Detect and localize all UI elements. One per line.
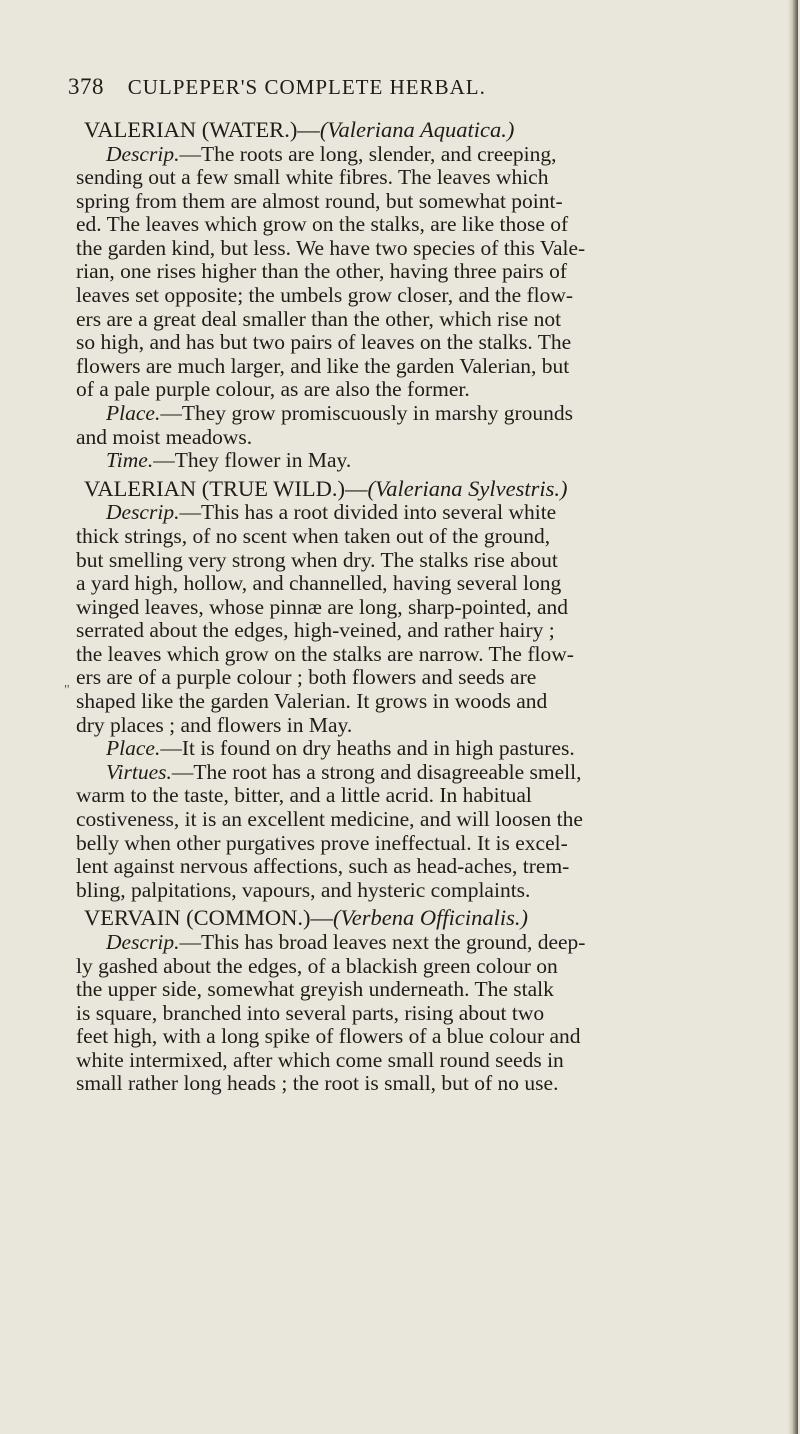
line-text: rian, one rises higher than the other, having three pairs of <box>76 259 568 284</box>
text-line <box>76 378 766 402</box>
text-line <box>76 501 766 525</box>
text-line <box>76 237 766 261</box>
line-text: dry places ; and flowers in May. <box>76 712 353 737</box>
line-text: ers are of a purple colour ; both flowers and seeds are <box>76 665 537 690</box>
text-line <box>76 855 766 879</box>
text-line <box>76 549 766 573</box>
text-line <box>76 643 766 667</box>
line-text: leaves set opposite; the umbels grow closer, and the flow- <box>76 283 574 308</box>
text-line <box>76 213 766 237</box>
line-text: small rather long heads ; the root is small, but of no use. <box>76 1071 559 1096</box>
line-text: and moist meadows. <box>76 424 253 449</box>
line-text: a yard high, hollow, and channelled, having several long <box>76 571 562 596</box>
line-text: —The root has a strong and disagreeable smell, <box>171 759 582 784</box>
line-text: ed. The leaves which grow on the stalks, are like those of <box>76 212 569 237</box>
text-line <box>76 737 766 761</box>
heading-title: VERVAIN (COMMON.)— <box>84 905 334 931</box>
text-line <box>76 808 766 832</box>
margin-mark: " <box>64 683 70 698</box>
text-line <box>76 978 766 1002</box>
page-header <box>68 74 748 100</box>
text-line <box>76 308 766 332</box>
line-text: ly gashed about the edges, of a blackish green colour on <box>76 953 558 978</box>
line-text: spring from them are almost round, but somewhat point- <box>76 188 563 213</box>
heading-title: VALERIAN (TRUE WILD.)— <box>84 475 368 501</box>
line-text: is square, branched into several parts, rising about two <box>76 1000 545 1025</box>
line-text: —They grow promiscuously in marshy grounds <box>160 401 573 426</box>
section-label: Virtues. <box>106 759 172 784</box>
heading-latin-name: (Valeriana Aquatica.) <box>319 117 515 142</box>
text-line <box>76 402 766 426</box>
line-text: —This has broad leaves next the ground, deep- <box>179 929 586 954</box>
text-line <box>76 190 766 214</box>
text-line <box>76 931 766 955</box>
line-text: ers are a great deal smaller than the other, which rise not <box>76 306 562 331</box>
text-line <box>76 331 766 355</box>
section-label: Descrip. <box>106 141 180 166</box>
text-line <box>76 355 766 379</box>
entry-heading <box>76 477 766 502</box>
line-text: the garden kind, but less. We have two species of this Vale- <box>76 235 586 260</box>
text-line <box>76 166 766 190</box>
text-line <box>76 761 766 785</box>
text-line <box>76 619 766 643</box>
heading-title: VALERIAN (WATER.)— <box>84 117 320 142</box>
text-line <box>76 1072 766 1096</box>
line-text: sending out a few small white fibres. The leaves which <box>76 165 549 190</box>
text-line <box>76 143 766 167</box>
text-line <box>76 955 766 979</box>
text-line <box>76 1049 766 1073</box>
line-text: white intermixed, after which come small round seeds in <box>76 1047 564 1072</box>
entry-heading <box>76 118 766 143</box>
page-edge <box>788 0 798 1434</box>
line-text: flowers are much larger, and like the garden Valerian, but <box>76 353 570 378</box>
line-text: warm to the taste, bitter, and a little acrid. In habitual <box>76 783 532 808</box>
text-line <box>76 525 766 549</box>
section-label: Place. <box>106 736 161 761</box>
text-line <box>76 426 766 450</box>
section-label: Descrip. <box>106 500 180 525</box>
line-text: serrated about the edges, high-veined, and rather hairy ; <box>76 618 555 643</box>
section-label: Place. <box>106 401 161 426</box>
line-text: —It is found on dry heaths and in high pastures. <box>160 736 575 761</box>
text-line <box>76 572 766 596</box>
line-text: of a pale purple colour, as are also the former. <box>76 377 470 402</box>
line-text: thick strings, of no scent when taken out of the ground, <box>76 523 551 548</box>
line-text: —They flower in May. <box>153 448 352 473</box>
line-text: but smelling very strong when dry. The stalks rise about <box>76 547 558 572</box>
line-text: so high, and has but two pairs of leaves on the stalks. The <box>76 330 572 355</box>
line-text: winged leaves, whose pinnæ are long, sharp-pointed, and <box>76 594 568 619</box>
text-line <box>76 596 766 620</box>
text-line <box>76 714 766 738</box>
text-line <box>76 666 766 690</box>
line-text: —The roots are long, slender, and creeping, <box>179 141 557 166</box>
text-line <box>76 1025 766 1049</box>
page-number: 378 <box>68 74 104 99</box>
line-text: belly when other purgatives prove ineffectual. It is excel- <box>76 830 568 855</box>
text-line <box>76 784 766 808</box>
body-text <box>76 118 766 1096</box>
text-line <box>76 260 766 284</box>
line-text: shaped like the garden Valerian. It grows in woods and <box>76 689 548 714</box>
text-line <box>76 879 766 903</box>
entry-heading <box>76 906 766 931</box>
line-text: lent against nervous affections, such as head-aches, trem- <box>76 854 570 879</box>
section-label: Descrip. <box>106 929 180 954</box>
running-title: CULPEPER'S COMPLETE HERBAL. <box>127 75 486 99</box>
heading-latin-name: (Valeriana Sylvestris.) <box>367 475 568 501</box>
line-text: the leaves which grow on the stalks are narrow. The flow- <box>76 641 574 666</box>
text-line <box>76 284 766 308</box>
section-label: Time. <box>106 448 154 473</box>
line-text: —This has a root divided into several white <box>179 500 557 525</box>
line-text: costiveness, it is an excellent medicine, and will loosen the <box>76 807 583 832</box>
text-line <box>76 449 766 473</box>
text-line <box>76 690 766 714</box>
text-line <box>76 832 766 856</box>
line-text: bling, palpitations, vapours, and hysteric complaints. <box>76 877 531 902</box>
line-text: feet high, with a long spike of flowers of a blue colour and <box>76 1024 581 1049</box>
heading-latin-name: (Verbena Officinalis.) <box>333 905 529 931</box>
line-text: the upper side, somewhat greyish underneath. The stalk <box>76 977 554 1002</box>
text-line <box>76 1002 766 1026</box>
